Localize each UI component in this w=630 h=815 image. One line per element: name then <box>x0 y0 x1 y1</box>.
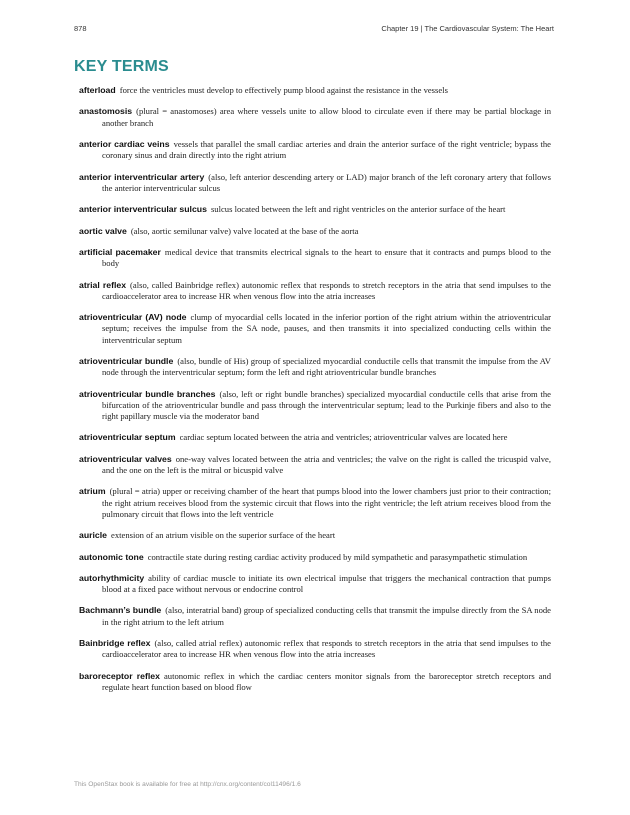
glossary-definition: (also, left or right bundle branches) specialized myocardial conductile cells that arise from the bifurcation of the atrioventricular bundle and pass through the interventricular septum; lead to the Purkinje fibers and also to the right papillary muscle via the moderator band <box>102 388 551 421</box>
glossary-term: auricle <box>79 530 108 541</box>
glossary-entry <box>79 356 551 378</box>
glossary-entry <box>79 204 551 215</box>
footer-note: This OpenStax book is available for free at http://cnx.org/content/col11496/1.6 <box>74 781 301 788</box>
glossary-entry <box>79 312 551 346</box>
glossary-entry <box>79 573 551 595</box>
glossary-definition: clump of myocardial cells located in the inferior portion of the right atrium within the atrioventricular septum; receives the impulse from the SA node, pauses, and then transmits it into specialized conducting cells within the interventricular septum <box>102 312 551 345</box>
glossary-entry <box>79 226 551 237</box>
glossary-term: afterload <box>79 85 116 95</box>
glossary-term: atrioventricular bundle branches <box>79 388 216 399</box>
glossary-entry <box>79 530 551 541</box>
page-number: 878 <box>74 24 87 33</box>
glossary-term: anterior cardiac veins <box>79 138 170 149</box>
glossary-definition: (also, interatrial band) group of specialized conducting cells that transmit the impulse directly from the SA node in the right atrium to the left atrium <box>102 605 551 627</box>
glossary-term: artificial pacemaker <box>79 246 161 257</box>
glossary-entry <box>79 172 551 194</box>
glossary-term: atrioventricular valves <box>79 453 172 464</box>
glossary-definition: vessels that parallel the small cardiac arteries and drain the anterior surface of the right ventricle; bypass the coronary sinus and drain directly into the right atrium <box>102 138 551 161</box>
glossary-entry <box>79 605 551 627</box>
glossary-term: anastomosis <box>79 106 133 117</box>
key-terms-list <box>79 85 551 703</box>
glossary-entry <box>79 280 551 302</box>
glossary-definition: (also, bundle of His) group of specialized myocardial conductile cells that transmit the impulse from the AV node through the interventricular septum; form the left and right atrioventricular bundle branches <box>102 355 551 378</box>
section-heading: KEY TERMS <box>74 58 169 75</box>
glossary-entry <box>79 247 551 269</box>
glossary-term: Bainbridge reflex <box>79 638 151 649</box>
glossary-entry <box>79 432 551 443</box>
glossary-definition: (also, aortic semilunar valve) valve located at the base of the aorta <box>130 225 359 236</box>
glossary-definition: (plural = atria) upper or receiving chamber of the heart that pumps blood into the lower chambers just prior to their contraction; the right atrium receives blood from the systemic circuit that flows into the right ventricle; the left atrium receives blood from the pulmonary circuit that flows into the left ventricle <box>102 486 551 519</box>
glossary-definition: ability of cardiac muscle to initiate its own electrical impulse that triggers the mechanical contraction that pumps blood at a fixed pace without nervous or endocrine control <box>102 572 551 595</box>
glossary-term: atrioventricular (AV) node <box>79 312 187 323</box>
glossary-entry <box>79 85 551 96</box>
glossary-definition: cardiac septum located between the atria and ventricles; atrioventricular valves are located here <box>179 432 508 443</box>
glossary-term: atrioventricular bundle <box>79 355 174 366</box>
glossary-definition: contractile state during resting cardiac activity produced by mild sympathetic and parasympathetic stimulation <box>147 551 528 562</box>
glossary-definition: (also, left anterior descending artery or LAD) major branch of the left coronary artery that follows the anterior interventricular sulcus <box>102 171 551 193</box>
glossary-term: anterior interventricular sulcus <box>79 204 207 215</box>
glossary-term: anterior interventricular artery <box>79 171 205 182</box>
glossary-definition: (also, called Bainbridge reflex) autonomic reflex that responds to stretch receptors in the atria that send impulses to the cardioaccelerator area to increase HR when venous flow into the atria increases <box>102 279 551 301</box>
glossary-definition: sulcus located between the left and right ventricles on the anterior surface of the heart <box>210 204 506 215</box>
glossary-term: Bachmann’s bundle <box>79 605 162 616</box>
glossary-entry <box>79 106 551 128</box>
glossary-term: atrial reflex <box>79 279 127 290</box>
glossary-entry <box>79 454 551 476</box>
glossary-definition: extension of an atrium visible on the superior surface of the heart <box>111 530 336 541</box>
glossary-term: autonomic tone <box>79 551 144 562</box>
glossary-term: atrioventricular septum <box>79 432 176 443</box>
glossary-definition: one-way valves located between the atria and ventricles; the valve on the right is called the tricuspid valve, and the one on the left is the mitral or bicuspid valve <box>102 453 552 475</box>
chapter-title: Chapter 19 | The Cardiovascular System: The Heart <box>381 24 554 33</box>
glossary-entry <box>79 638 551 660</box>
glossary-term: atrium <box>79 486 106 497</box>
glossary-definition: (plural = anastomoses) area where vessels unite to allow blood to circulate even if there may be partial blockage in another branch <box>102 106 551 128</box>
glossary-definition: (also, called atrial reflex) autonomic reflex that responds to stretch receptors in the atria that send impulses to the cardioaccelerator area to increase HR when venous flow into the atria increases <box>102 638 551 660</box>
glossary-definition: autonomic reflex in which the cardiac centers monitor signals from the baroreceptor stretch receptors and regulate heart function based on blood flow <box>102 670 552 692</box>
glossary-entry <box>79 552 551 563</box>
glossary-term: baroreceptor reflex <box>79 670 160 681</box>
glossary-term: aortic valve <box>79 225 127 236</box>
glossary-entry <box>79 671 551 693</box>
glossary-definition: force the ventricles must develop to effectively pump blood against the resistance in the vessels <box>119 85 448 95</box>
glossary-term: autorhythmicity <box>79 572 145 583</box>
glossary-entry <box>79 139 551 161</box>
glossary-entry <box>79 389 551 423</box>
glossary-definition: medical device that transmits electrical signals to the heart to ensure that it contracts and pumps blood to the body <box>102 246 551 269</box>
glossary-entry <box>79 486 551 520</box>
